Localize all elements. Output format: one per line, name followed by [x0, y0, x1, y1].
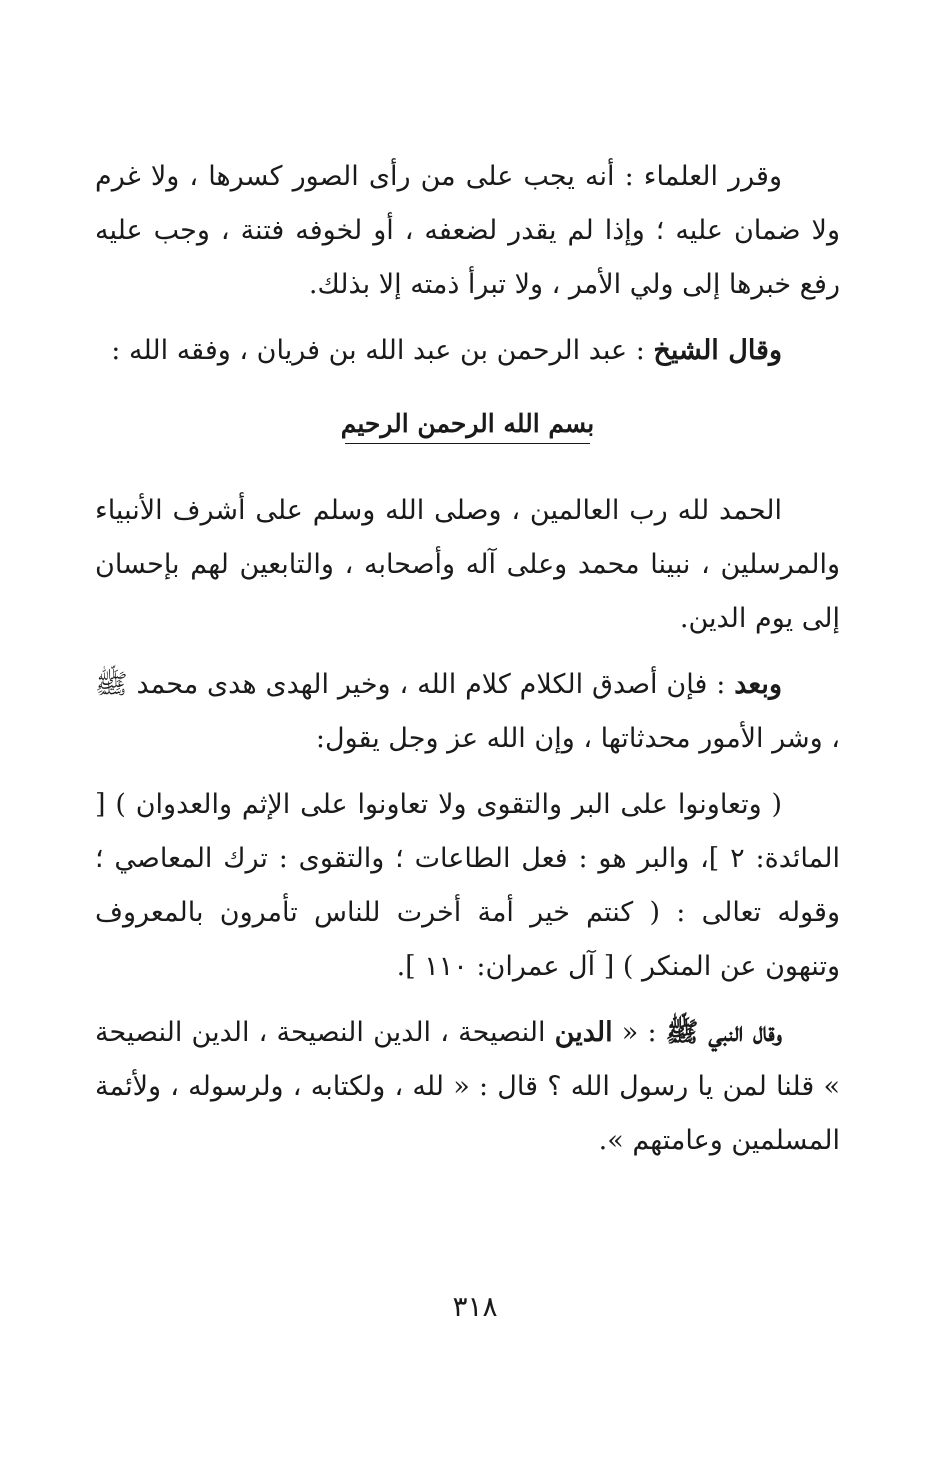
wa-baad-lead: وبعد — [734, 669, 782, 700]
basmala — [95, 404, 840, 450]
paragraph-sheikh-intro — [95, 324, 840, 378]
page-number: ٣١٨ — [452, 1290, 498, 1323]
hadith-deen-bold: الدين — [554, 1017, 613, 1048]
page-body — [95, 150, 840, 1168]
paragraph-scholars-ruling: وقرر العلماء : أنه يجب على من رأى الصور كسرها ، ولا غرم ولا ضمان عليه ؛ وإذا لم يقدر لضعفه ، أو لخوفه فتنة ، وجب عليه رفع خبرها إلى ولي الأمر ، ولا تبرأ ذمته إلا بذلك. — [95, 161, 840, 300]
hadith-lead: وقال النبي ﷺ — [665, 1017, 782, 1048]
sheikh-name-text: : عبد الرحمن بن عبد الله بن فريان ، وفقه الله : — [111, 335, 654, 366]
paragraph-praise: الحمد لله رب العالمين ، وصلى الله وسلم على أشرف الأنبياء والمرسلين ، نبينا محمد وعلى آله وأصحابه ، والتابعين لهم بإحسان إلى يوم الدين. — [95, 495, 840, 634]
paragraph-hadith — [95, 1006, 840, 1168]
paragraph-after-praise — [95, 658, 840, 766]
sheikh-lead: وقال الشيخ — [653, 335, 782, 366]
hadith-text: النصيحة ، الدين النصيحة ، الدين النصيحة » قلنا لمن يا رسول الله ؟ قال : « لله ، ولكتابه ، ولرسوله ، ولأئمة المسلمين وعامتهم ». — [95, 1017, 840, 1156]
paragraph-quran-verses: ( وتعاونوا على البر والتقوى ولا تعاونوا على الإثم والعدوان ) [ المائدة: ٢ ]، والبر هو : فعل الطاعات ؛ والتقوى : ترك المعاصي ؛ وقوله تعالى : ( كنتم خير أمة أخرت للناس تأمرون بالمعروف وتنهون عن المنكر ) [ آل عمران: ١١٠ ]. — [95, 789, 840, 982]
wa-baad-text: : فإن أصدق الكلام كلام الله ، وخير الهدى هدى محمد ﷺ ، وشر الأمور محدثاتها ، وإن الله عز وجل يقول: — [95, 669, 840, 754]
hadith-quote-open: : « — [612, 1017, 666, 1048]
basmala-calligraphy: بسم الله الرحمن الرحيم — [335, 404, 601, 450]
